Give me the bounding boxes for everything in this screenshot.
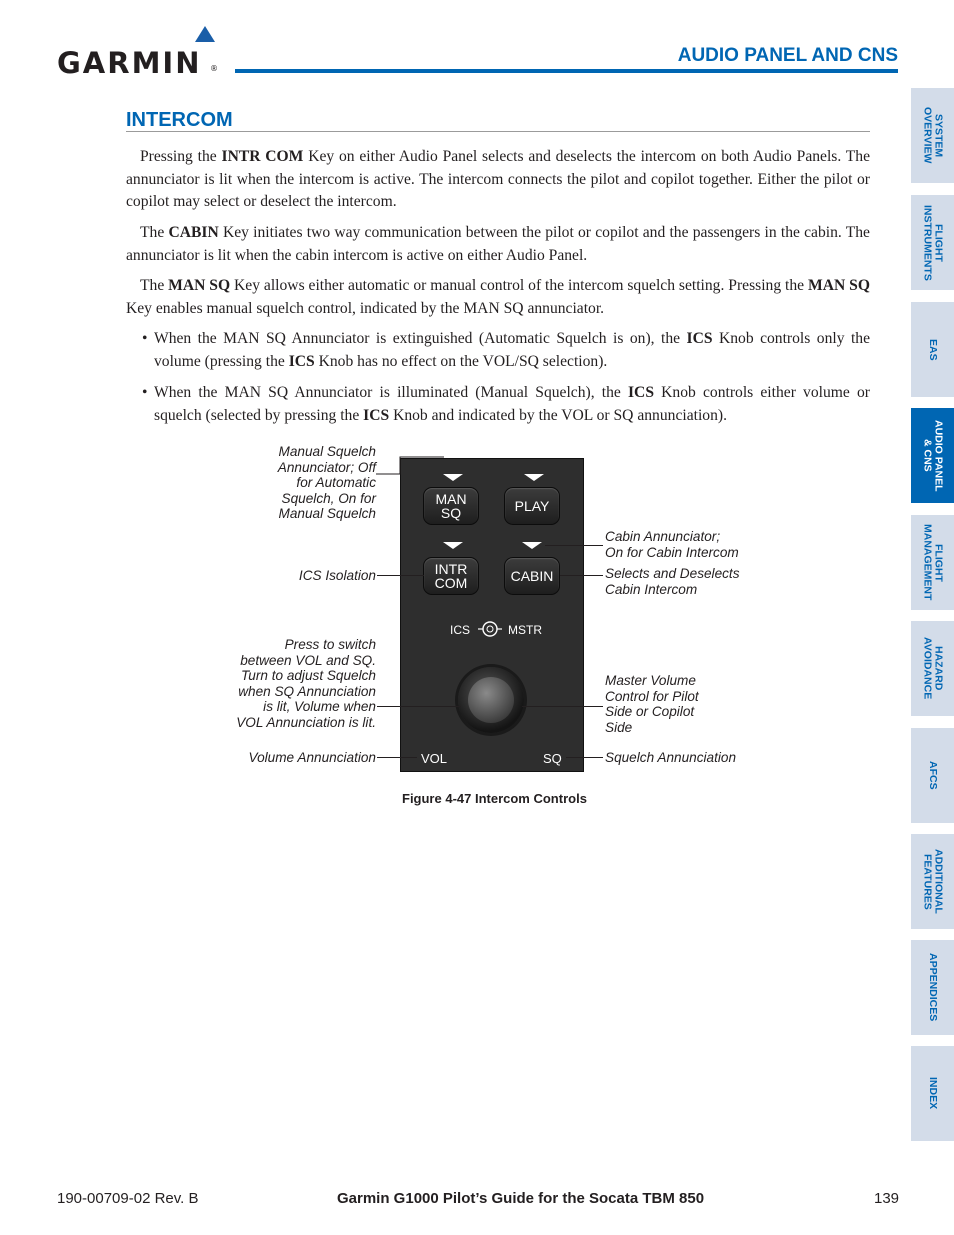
tab-hazard-avoidance[interactable] <box>911 621 954 716</box>
page-heading: INTERCOM <box>126 109 233 131</box>
tab-afcs[interactable] <box>911 728 954 823</box>
callout-line: Turn to adjust Squelch <box>240 668 376 684</box>
callout-line: Cabin Intercom <box>605 581 698 597</box>
paragraph-man-sq <box>126 275 870 320</box>
callout-line: On for Cabin Intercom <box>605 544 739 560</box>
footer-title: Garmin G1000 Pilot’s Guide for the Socata TBM 850 <box>337 1190 705 1207</box>
callout-man-sq <box>226 444 376 522</box>
callout-press-switch <box>216 637 376 731</box>
play-annunciator-icon <box>524 474 544 481</box>
text: The <box>140 277 169 294</box>
callout-line: is lit, Volume when <box>263 699 376 715</box>
tab-system-overview[interactable] <box>911 88 954 183</box>
logo-registered-mark: ® <box>210 64 218 73</box>
key-label: MAN <box>435 491 467 507</box>
text: The <box>140 224 169 241</box>
cabin-annunciator-icon <box>522 542 542 549</box>
tab-label: FLIGHT MANAGEMENT <box>921 524 945 601</box>
bullet-item <box>142 328 870 373</box>
tab-index[interactable] <box>911 1046 954 1141</box>
ics-label: ICS <box>450 623 471 637</box>
callout-line: Side or Copilot <box>605 704 695 720</box>
callout-line: for Automatic <box>296 475 376 491</box>
logo-triangle-icon <box>195 26 215 42</box>
text: Knob controls only the volume (pressing the <box>154 330 870 370</box>
callout-line: between VOL and SQ. <box>240 652 376 668</box>
tab-label: ADDITIONAL FEATURES <box>921 849 945 914</box>
heading-rule <box>126 131 870 132</box>
man-sq-annunciator-icon <box>443 474 463 481</box>
footer-doc-number: 190-00709-02 Rev. B <box>57 1190 199 1207</box>
bullet-item <box>142 382 870 427</box>
key-label: COM <box>434 575 468 591</box>
cabin-key[interactable] <box>504 557 560 595</box>
tab-flight-management[interactable] <box>911 515 954 610</box>
mstr-label: MSTR <box>508 623 542 637</box>
text: Key enables manual squelch control, indicated by the MAN SQ annunciator. <box>126 299 605 317</box>
sq-label: SQ <box>543 751 562 766</box>
text: Knob controls either volume or squelch (selected by pressing the <box>154 384 870 424</box>
leader-line-press-switch <box>377 706 461 707</box>
key-name: ICS <box>363 406 390 424</box>
header-rule <box>235 69 898 73</box>
tab-appendices[interactable] <box>911 940 954 1035</box>
key-label: INTR <box>434 561 468 577</box>
tab-label: APPENDICES <box>927 953 939 1022</box>
key-name: ICS <box>627 384 654 401</box>
callout-line: Press to switch <box>284 637 376 652</box>
vol-label: VOL <box>421 751 448 766</box>
callout-line: Manual Squelch <box>278 444 376 459</box>
bullet-dot: • <box>142 384 148 401</box>
tab-label: AFCS <box>927 761 939 790</box>
leader-line-cabin-select <box>560 575 603 576</box>
tab-label: HAZARD AVOIDANCE <box>921 637 945 700</box>
bullet-text <box>154 328 870 373</box>
callout-line: when SQ Annunciation <box>238 683 376 699</box>
leader-line-volume <box>377 757 417 758</box>
callout-line: Selects and Deselects <box>605 566 740 581</box>
callout-cabin-select <box>605 566 740 597</box>
leader-line-master-volume <box>522 706 603 707</box>
key-label: CABIN <box>510 568 554 584</box>
play-key[interactable] <box>504 487 560 525</box>
man-sq-key[interactable] <box>423 487 479 525</box>
callout-line: Side <box>605 719 633 735</box>
leader-line-cabin-annunciator <box>545 545 603 546</box>
callout-line: Control for Pilot <box>605 688 699 704</box>
tab-label: SYSTEM OVERVIEW <box>921 107 945 164</box>
tab-flight-instruments[interactable] <box>911 195 954 290</box>
key-name: INTR COM <box>221 148 304 165</box>
callout-line: Master Volume <box>605 673 696 688</box>
text: Pressing the <box>140 148 222 165</box>
footer-page-number: 139 <box>874 1190 900 1207</box>
garmin-logo <box>57 26 218 80</box>
tab-audio-panel-cns[interactable] <box>911 408 954 503</box>
paragraph-cabin <box>126 222 870 267</box>
callout-line: Annunciator; Off <box>277 459 376 475</box>
tab-label: AUDIO PANEL & CNS <box>921 419 945 492</box>
key-label: SQ <box>440 505 462 521</box>
text: Key initiates two way communication between the pilot or copilot and the passengers in the cabin. The annunciator is lit when the cabin intercom is active on either Audio Panel. <box>126 224 870 264</box>
ics-mstr-selector-icon <box>478 619 502 639</box>
ics-knob[interactable] <box>458 667 524 733</box>
text: Key on either Audio Panel selects and deselects the intercom on both Audio Panels. The annunciator is lit when the intercom is active. The intercom connects the pilot and copilot together. Either the pilot or copilot may select or deselect the intercom. <box>126 148 871 210</box>
text: When the MAN SQ Annunciator is illuminated (Manual Squelch), the <box>154 384 628 401</box>
callout-volume-annunciation <box>216 750 376 766</box>
intr-com-annunciator-icon <box>443 542 463 549</box>
bullet-dot: • <box>142 330 148 347</box>
callout-line: Volume Annunciation <box>248 750 376 765</box>
leader-line-squelch <box>566 757 603 758</box>
section-title: AUDIO PANEL AND CNS <box>677 45 898 66</box>
tab-label: EAS <box>927 338 939 361</box>
key-name: ICS <box>288 352 315 370</box>
intercom-panel <box>400 458 584 772</box>
tab-label: FLIGHT INSTRUMENTS <box>921 204 945 281</box>
leader-line-man-sq <box>376 455 448 475</box>
figure-caption: Figure 4-47 Intercom Controls <box>402 791 587 806</box>
tab-additional-features[interactable] <box>911 834 954 929</box>
callout-ics-isolation <box>226 568 376 584</box>
key-name: MAN SQ <box>168 277 231 294</box>
callout-cabin-annunciator <box>605 529 739 560</box>
callout-line: VOL Annunciation is lit. <box>236 714 376 730</box>
text: Knob and indicated by the VOL or SQ annunciation). <box>389 406 727 424</box>
callout-line: ICS Isolation <box>298 568 376 583</box>
key-name: CABIN <box>168 224 219 241</box>
text: Knob has no effect on the VOL/SQ selection). <box>314 352 608 370</box>
logo-text: GARMIN <box>57 46 202 80</box>
text: Key allows either automatic or manual control of the intercom squelch setting. Pressing the <box>230 277 809 294</box>
tab-eas[interactable] <box>911 302 954 397</box>
paragraph-intr-com <box>126 146 870 214</box>
text: When the MAN SQ Annunciator is extinguished (Automatic Squelch is on), the <box>154 330 687 347</box>
callout-line: Squelch Annunciation <box>605 750 736 765</box>
key-name: ICS <box>686 330 713 347</box>
intr-com-key[interactable] <box>423 557 479 595</box>
ics-knob-inner[interactable] <box>468 677 514 723</box>
callout-line: Squelch, On for <box>281 490 376 506</box>
key-name: MAN SQ <box>808 277 870 294</box>
tab-label: INDEX <box>927 1077 939 1110</box>
callout-line: Manual Squelch <box>278 506 376 522</box>
bullet-text <box>154 382 870 427</box>
callout-line: Cabin Annunciator; <box>605 529 721 544</box>
leader-line-ics-isolation <box>377 575 424 576</box>
callout-master-volume <box>605 673 699 735</box>
callout-squelch-annunciation <box>605 750 736 766</box>
key-label: PLAY <box>514 498 550 514</box>
